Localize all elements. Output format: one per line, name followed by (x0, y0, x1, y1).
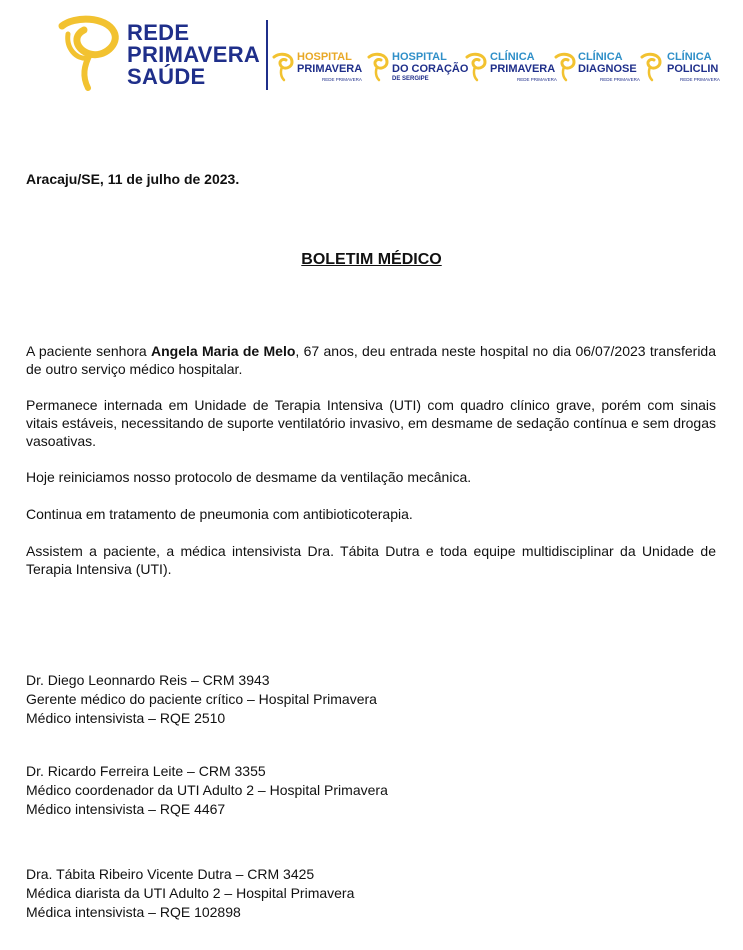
signature-role: Médico coordenador da UTI Adulto 2 – Hospital Primavera (26, 782, 388, 798)
signature-role: Gerente médico do paciente crítico – Hospital Primavera (26, 691, 377, 707)
butterfly-icon (367, 52, 391, 82)
unit-3-line-1: CLÍNICA (490, 51, 535, 63)
p1-post: , 67 anos, deu entrada neste hospital no dia 06/07/2023 transferida de outro serviço médico hospitalar. (26, 343, 716, 377)
unit-3-line-3: REDE PRIMAVERA (517, 77, 557, 82)
brand-line-1: REDE (127, 20, 190, 45)
unit-5-line-1: CLÍNICA (667, 51, 712, 63)
signature-block (26, 865, 354, 922)
brand-name (127, 22, 260, 88)
document-date: Aracaju/SE, 11 de julho de 2023. (26, 171, 240, 187)
signature-specialty: Médica intensivista – RQE 102898 (26, 904, 241, 920)
signature-block (26, 762, 388, 819)
p1-pre: A paciente senhora (26, 343, 152, 359)
butterfly-icon (554, 52, 578, 82)
unit-1-line-2: PRIMAVERA (297, 63, 363, 75)
signature-name: Dra. Tábita Ribeiro Vicente Dutra – CRM 3425 (26, 866, 315, 882)
brand-line-2: PRIMAVERA (127, 42, 261, 67)
unit-4-line-1: CLÍNICA (578, 51, 623, 63)
unit-3-line-2: PRIMAVERA (490, 63, 556, 75)
letterhead (0, 0, 743, 110)
paragraph-team: Assistem a paciente, a médica intensivista Dra. Tábita Dutra e toda equipe multidisciplinar da Unidade de Terapia Intensiva (UTI). (26, 543, 716, 577)
paragraph-admission (26, 342, 716, 378)
unit-5-line-3: REDE PRIMAVERA (680, 77, 720, 82)
unit-1-line-1: HOSPITAL (297, 51, 352, 63)
unit-2-line-1: HOSPITAL (392, 51, 447, 63)
signature-name: Dr. Ricardo Ferreira Leite – CRM 3355 (26, 763, 266, 779)
paragraph-treatment: Continua em tratamento de pneumonia com antibioticoterapia. (26, 506, 413, 522)
butterfly-icon (272, 52, 296, 82)
unit-4-line-2: DIAGNOSE (578, 63, 637, 75)
paragraph-status: Permanece internada em Unidade de Terapia Intensiva (UTI) com quadro clínico grave, porém com sinais vitais estáveis, necessitando de suporte ventilatório invasivo, em desmame de sedação contínua e sem drogas vasoativas. (26, 397, 716, 449)
unit-2-line-3: DE SERGIPE (392, 76, 429, 82)
header-divider (266, 20, 268, 90)
butterfly-icon (465, 52, 489, 82)
document-title: BOLETIM MÉDICO (301, 251, 442, 268)
rede-primavera-logo-icon (54, 14, 124, 94)
unit-4-line-3: REDE PRIMAVERA (600, 77, 640, 82)
signature-name: Dr. Diego Leonnardo Reis – CRM 3943 (26, 672, 270, 688)
signature-specialty: Médico intensivista – RQE 4467 (26, 801, 226, 817)
unit-1-line-3: REDE PRIMAVERA (322, 77, 362, 82)
signature-role: Médica diarista da UTI Adulto 2 – Hospital Primavera (26, 885, 355, 901)
butterfly-icon (640, 52, 664, 82)
unit-5-line-2: POLICLIN (667, 63, 719, 75)
brand-line-3: SAÚDE (127, 64, 206, 89)
signature-block (26, 671, 377, 728)
paragraph-protocol: Hoje reiniciamos nosso protocolo de desmame da ventilação mecânica. (26, 469, 472, 485)
signature-specialty: Médico intensivista – RQE 2510 (26, 710, 226, 726)
unit-2-line-2: DO CORAÇÃO (392, 63, 469, 75)
patient-name: Angela Maria de Melo (151, 343, 296, 359)
